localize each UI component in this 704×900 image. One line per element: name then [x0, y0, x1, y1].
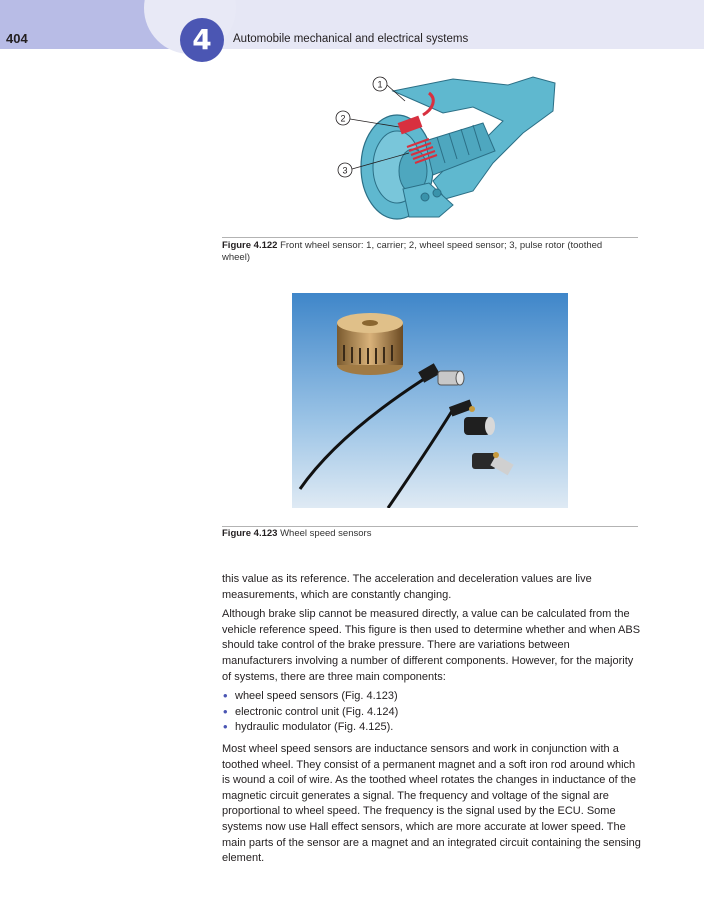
front-wheel-sensor-illustration: [333, 71, 558, 225]
figure-2-rule: [222, 526, 638, 527]
figure-2-text: Wheel speed sensors: [280, 528, 372, 539]
callout-1: [373, 77, 387, 91]
figure-2-caption: [222, 528, 632, 540]
paragraph-1: this value as its reference. The acceleration and deceleration values are live measurements, which are constantly changing.: [222, 573, 592, 601]
list-item: [222, 689, 642, 705]
body-text: [222, 572, 642, 871]
component-list: [222, 689, 642, 736]
figure-1-caption: [222, 240, 632, 264]
list-item-text: hydraulic modulator (Fig. 4.125).: [235, 721, 394, 734]
svg-text:3: 3: [342, 165, 348, 176]
figure-1-text: Front wheel sensor: 1, carrier; 2, wheel speed sensor; 3, pulse rotor (toothed wheel): [222, 240, 603, 263]
callout-2: [336, 111, 350, 125]
figure-1-rule: [222, 237, 638, 238]
bullet-icon: •: [223, 703, 228, 719]
page-number: 404: [6, 31, 28, 46]
figure-1-label: Figure 4.122: [222, 240, 278, 251]
svg-text:2: 2: [340, 113, 346, 124]
figure-2-label: Figure 4.123: [222, 528, 278, 539]
chapter-badge: 4: [180, 18, 224, 62]
bullet-icon: •: [223, 688, 228, 704]
bullet-icon: •: [223, 719, 228, 735]
list-item-text: electronic control unit (Fig. 4.124): [235, 705, 399, 718]
list-item: [222, 720, 642, 736]
svg-text:1: 1: [377, 79, 383, 90]
running-title: Automobile mechanical and electrical systems: [233, 33, 469, 45]
callout-3: [338, 163, 352, 177]
list-item: [222, 705, 642, 721]
paragraph-3: Most wheel speed sensors are inductance sensors and work in conjunction with a toothed wheel. They consist of a permanent magnet and a soft iron rod around which is wound a coil of wire. As the toothed wheel rotates the changes in inductance of the magnetic circuit generates a signal. The frequency and voltage of the signal are proportional to wheel speed. The frequency is the signal used by the ECU. Some systems now use Hall effect sensors, which are more accurate at lower speed. The main parts of the sensor are a magnet and an integrated circuit containing the sensing element.: [222, 742, 641, 865]
paragraph-2: Although brake slip cannot be measured directly, a value can be calculated from the vehicle reference speed. This figure is then used to determine whether and when ABS should take control of the brake pressure. There are variations between manufacturers involving a number of different components. However, for the majority of systems, there are three main components:: [222, 608, 641, 683]
wheel-speed-sensors-photo: [292, 293, 568, 508]
list-item-text: wheel speed sensors (Fig. 4.123): [235, 690, 398, 703]
